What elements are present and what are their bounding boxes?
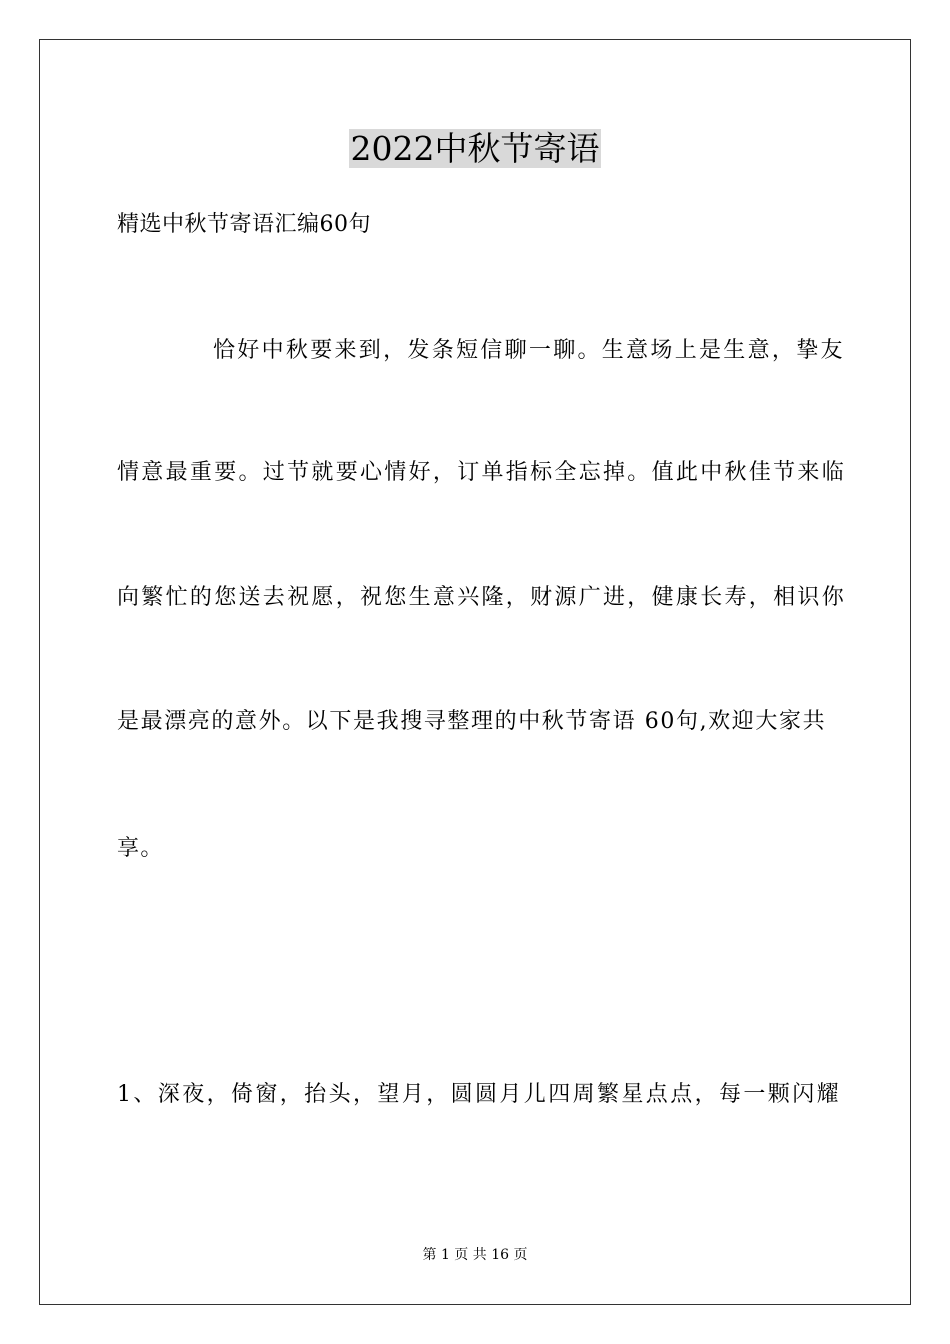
intro-line-1: 恰好中秋要来到，发条短信聊一聊。生意场上是生意，挚友 <box>213 338 845 363</box>
document-subtitle: 精选中秋节寄语汇编60句 <box>117 212 371 237</box>
intro-line-4: 是最漂亮的意外。以下是我搜寻整理的中秋节寄语 60句,欢迎大家共 <box>117 709 827 734</box>
intro-line-5: 享。 <box>117 836 164 861</box>
document-title-text: 2022中秋节寄语 <box>350 129 600 168</box>
page-footer: 第 1 页 共 16 页 <box>422 1247 528 1263</box>
list-item-1-line-1: 1、深夜，倚窗，抬头，望月，圆圆月儿四周繁星点点，每一颗闪耀 <box>117 1082 841 1107</box>
intro-line-2: 情意最重要。过节就要心情好，订单指标全忘掉。值此中秋佳节来临 <box>117 460 847 485</box>
intro-line-3: 向繁忙的您送去祝愿，祝您生意兴隆，财源广进，健康长寿，相识你 <box>117 585 847 610</box>
document-title <box>0 124 950 174</box>
